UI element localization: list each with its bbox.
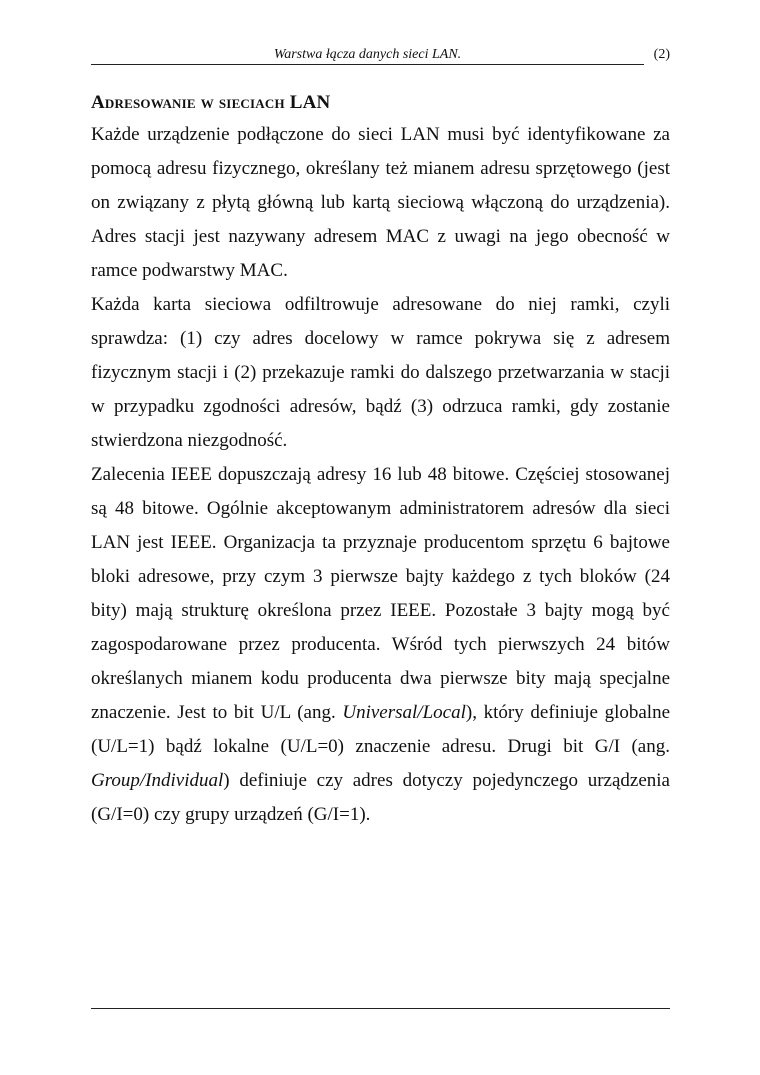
paragraph-1: Każde urządzenie podłączone do sieci LAN musi być identyfikowane za pomocą adresu fizycznego, określany też mianem adresu sprzętowego (jest on związany z płytą główną lub kartą sieciową włączoną do urządzenia). Adres stacji jest nazywany adresem MAC z uwagi na jego obecność w ramce podwarstwy MAC. <box>91 124 670 281</box>
section-title-text: Adresowanie w sieciach LAN <box>91 92 331 113</box>
section-title <box>91 90 670 116</box>
paragraph-2: Każda karta sieciowa odfiltrowuje adresowane do niej ramki, czyli sprawdza: (1) czy adres docelowy w ramce pokrywa się z adresem fizycznym stacji i (2) przekazuje ramki do dalszego przetwarzania w stacji w przypadku zgodności adresów, bądź (3) odrzuca ramki, gdy zostanie stwierdzona niezgodność. <box>91 294 670 451</box>
term-universal-local: Universal/Local <box>342 702 466 723</box>
paragraph-3-part-3: ) definiuje czy adres dotyczy pojedynczego urządzenia (G/I=0) czy grupy urządzeń (G/I=1). <box>91 770 670 825</box>
paragraph-3 <box>91 458 670 832</box>
paragraph-3-part-1: Zalecenia IEEE dopuszczają adresy 16 lub 48 bitowe. Częściej stosowanej są 48 bitowe. Ogólnie akceptowanym administratorem adresów dla sieci LAN jest IEEE. Organizacja ta przyznaje producentom sprzętu 6 bajtowe bloki adresowe, przy czym 3 pierwsze bajty każdego z tych bloków (24 bity) mają strukturę określona przez IEEE. Pozostałe 3 bajty mogą być zagospodarowane przez producenta. Wśród tych pierwszych 24 bitów określanych mianem kodu producenta dwa pierwsze bity mają specjalne znaczenie. Jest to bit U/L (ang. <box>91 464 670 723</box>
page-content <box>91 90 670 832</box>
page-header <box>91 46 670 66</box>
header-title: Warstwa łącza danych sieci LAN. <box>91 46 644 65</box>
paragraph-3-part-2: ), który definiuje globalne (U/L=1) bądź lokalne (U/L=0) znaczenie adresu. Drugi bit G/I (ang. <box>91 702 671 757</box>
term-group-individual: Group/Individual <box>91 770 224 791</box>
page-number: (2) <box>653 47 670 62</box>
footer-divider <box>91 1008 670 1009</box>
